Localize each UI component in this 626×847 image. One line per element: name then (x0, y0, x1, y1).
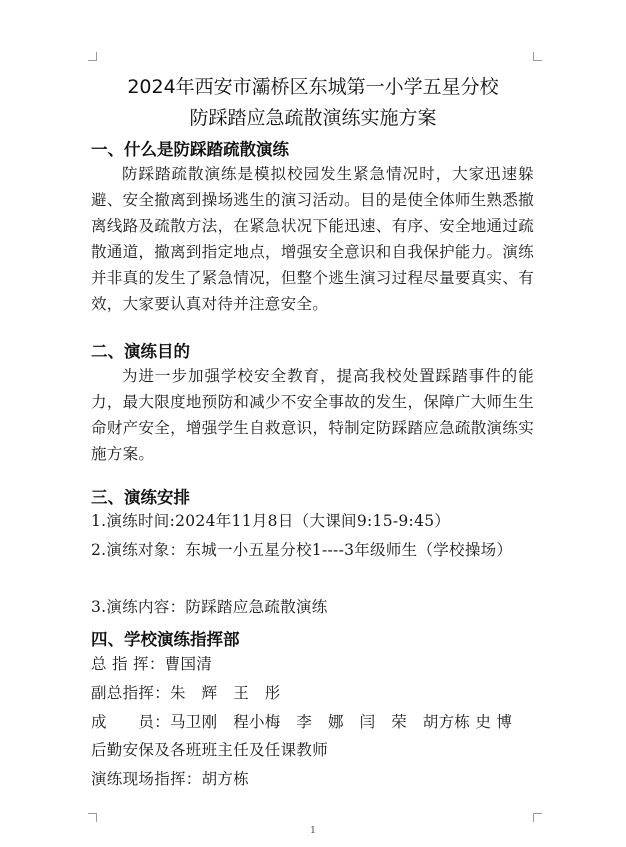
members-line: 成 员：马卫刚 程小梅 李 娜 闫 荣 胡方栋 史 博 (91, 713, 513, 731)
section-heading-2: 二、演练目的 (91, 342, 190, 361)
section-heading-1: 一、什么是防踩踏疏散演练 (91, 140, 289, 159)
crop-mark-bottom-left (88, 813, 97, 822)
section-heading-3: 三、演练安排 (91, 488, 190, 507)
page-number: 1 (310, 826, 316, 836)
crop-mark-top-left (88, 52, 97, 61)
section-1-paragraph: 防踩踏疏散演练是模拟校园发生紧急情况时，大家迅速躲避、安全撤离到操场逃生的演习活动。目的是使全体师生熟悉撤离线路及疏散方法，在紧急状况下能迅速、有序、安全地通过疏散通道，撤离到指定地点，增强安全意识和自我保护能力。演练并非真的发生了紧急情况，但整个逃生演习过程尽量要真实、有效，大家要认真对待并注意安全。 (91, 165, 534, 313)
section-2-paragraph: 为进一步加强学校安全教育，提高我校处置踩踏事件的能力，最大限度地预防和减少不安全事故的发生，保障广大师生生命财产安全，增强学生自救意识，特制定防踩踏应急疏散演练实施方案。 (91, 367, 534, 463)
schedule-item-content: 3.演练内容：防踩踏应急疏散演练 (91, 598, 328, 616)
crop-mark-top-right (533, 52, 542, 61)
schedule-item-participants: 2.演练对象：东城一小五星分校1----3年级师生（学校操场） (91, 541, 513, 559)
document-title-line-1: 2024年西安市灞桥区东城第一小学五星分校 (127, 76, 499, 98)
commander-line: 总 指 挥：曹国清 (91, 655, 213, 673)
section-heading-4: 四、学校演练指挥部 (91, 630, 240, 649)
schedule-item-time: 1.演练时间:2024年11月8日（大课间9:15-9:45） (91, 512, 451, 530)
document-title-line-2: 防踩踏应急疏散演练实施方案 (189, 107, 437, 129)
crop-mark-bottom-right (533, 813, 542, 822)
site-commander-line: 演练现场指挥：胡方栋 (91, 770, 250, 788)
support-staff-line: 后勤安保及各班班主任及任课教师 (91, 741, 329, 759)
deputy-commander-line: 副总指挥：朱 辉 王 彤 (91, 684, 281, 702)
